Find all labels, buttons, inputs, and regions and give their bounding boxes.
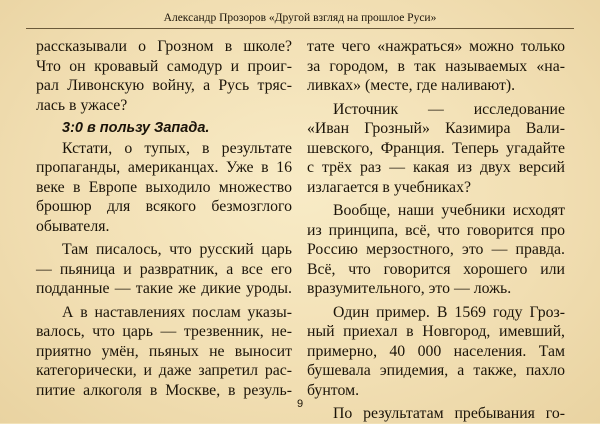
text-line: рассказывали о Грозном в школе? [36, 38, 292, 55]
text-line: излагается в учебниках? [307, 178, 471, 196]
paragraph [307, 37, 565, 96]
text-line: лась в ужасе? [36, 96, 128, 114]
text-line: с трёх раз — какая из двух версий [307, 159, 565, 176]
text-line: приятно умён, пьяных не выносит [36, 342, 292, 360]
text-line: шевского, Франция. Теперь угадайте [307, 139, 565, 157]
paragraph [36, 139, 292, 237]
text-line: По результатам пребывания го- [333, 405, 565, 422]
right-column [307, 37, 565, 424]
header-divider [26, 28, 574, 29]
paragraph [307, 100, 565, 198]
text-line: Один пример. В 1569 году Гроз- [333, 303, 565, 321]
text-line: тате чего «нажраться» можно только [307, 38, 565, 55]
text-line: обывателя. [36, 217, 110, 235]
text-line: Там писалось, что русский царь [62, 241, 292, 258]
text-line: Источник — исследование [333, 100, 565, 118]
text-line: вразумительного, это — ложь. [307, 280, 512, 297]
text-line: веке в Европе выходило множество [36, 178, 292, 196]
page-number: 9 [296, 398, 304, 410]
text-line: Что он кровавый самодур и проиг- [36, 57, 292, 75]
text-line: ный приехал в Новгород, имевший, [307, 323, 565, 340]
paragraph [307, 303, 565, 401]
paragraph [36, 37, 292, 115]
text-line: из принципа, всё, что говорится про [307, 221, 565, 239]
text-line: «Иван Грозный» Казимира Вали- [307, 120, 565, 137]
paragraph [36, 240, 292, 299]
text-line: — пьяница и развратник, а все его [36, 260, 292, 278]
left-column [36, 37, 292, 400]
text-line: категорически, и даже запретил рас- [36, 362, 292, 379]
paragraph [36, 303, 292, 401]
text-line: рал Ливонскую войну, а Русь тряс- [36, 77, 292, 94]
text-line: Вообще, наши учебники исходят [333, 202, 565, 219]
text-line: пропаганды, американцах. Уже в 16 [36, 159, 292, 176]
text-line: бунтом. [307, 381, 360, 399]
paragraph [307, 201, 565, 299]
running-header: Александр Прозоров «Другой взгляд на прошлое Руси» [163, 12, 437, 24]
text-line: подданные — такие же дикие уроды. [36, 280, 292, 297]
text-line: валось, что царь — трезвенник, не- [36, 323, 292, 340]
text-line: питие алкоголя в Москве, в резуль- [36, 381, 292, 399]
text-line: бушевала эпидемия, а также, пахло [307, 362, 565, 379]
text-line: примерно, 40 000 населения. Там [307, 342, 565, 360]
text-line: Всё, что говорится хорошего или [307, 260, 565, 278]
text-line: ливках» (месте, где наливают). [307, 77, 516, 94]
text-line: А в наставлениях послам указы- [62, 303, 292, 321]
text-line: Кстати, о тупых, в результате [62, 139, 292, 157]
text-line: за городом, в так называемых «на- [307, 57, 565, 75]
text-line: брошюр для всякого безмозглого [36, 198, 292, 215]
section-heading: 3:0 в пользу Запада. [62, 120, 210, 136]
text-line: Россию мерзостного, это — правда. [307, 241, 565, 258]
